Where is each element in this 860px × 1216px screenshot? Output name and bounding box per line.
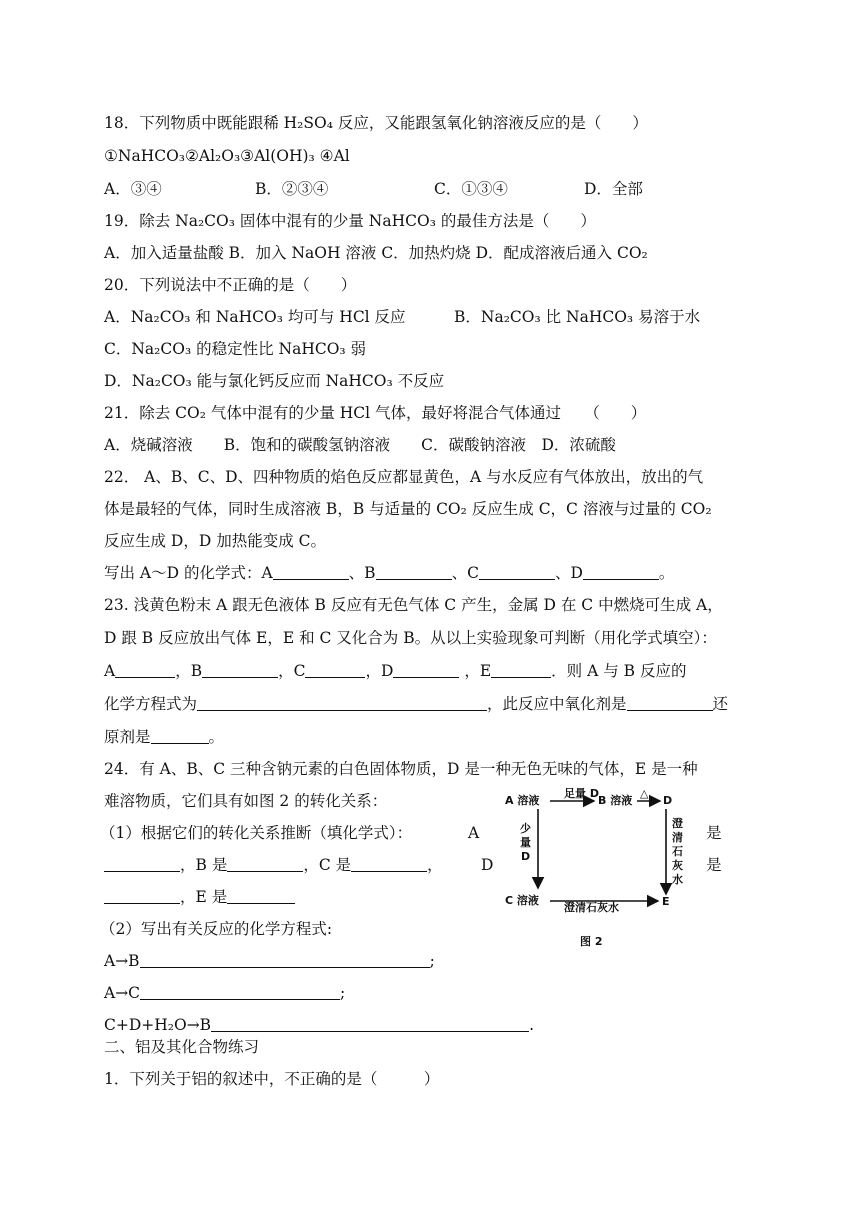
section2-q1: 1．下列关于铝的叙述中，不正确的是（ ）	[104, 1070, 440, 1088]
q24-part1: （1）根据它们的转化关系推断（填化学式）：	[100, 824, 413, 842]
q23-line5: 原剂是 。	[104, 728, 225, 746]
q24-blank-e[interactable]	[227, 887, 295, 904]
q23-blank-c[interactable]	[305, 661, 365, 678]
q20-option-a: A．Na₂CO₃ 和 NaHCO₃ 均可与 HCl 反应	[104, 308, 406, 326]
q24-blank-c[interactable]	[351, 855, 427, 872]
q24-eq3: C+D+H₂O→B .	[104, 1016, 535, 1034]
q24-blank-eq3[interactable]	[211, 1015, 529, 1032]
section-heading: 二、铝及其化合物练习	[104, 1038, 260, 1056]
q24-part1-a: A	[468, 824, 480, 842]
q24-eq2: A→C ;	[104, 984, 346, 1002]
q18-option-d: D．全部	[584, 180, 643, 198]
q24-blank-eq2[interactable]	[140, 983, 340, 1000]
q23-line3: A ，B ，C ，D ，E ．则 A 与 B 反应的	[104, 662, 687, 680]
q24-eq1: A→B ;	[104, 952, 435, 970]
q23-blank-oxidant[interactable]	[627, 694, 713, 711]
conversion-diagram-svg	[500, 780, 705, 955]
q24-part1-line2: ，B 是 ，C 是 ，	[104, 854, 443, 876]
q23-line1: 23. 浅黄色粉末 A 跟无色液体 B 反应有无色气体 C 产生，金属 D 在 C 中燃烧可生成 A，	[104, 596, 723, 614]
q23-blank-a[interactable]	[115, 661, 175, 678]
q20-option-c: C．Na₂CO₃ 的稳定性比 NaHCO₃ 弱	[104, 340, 367, 358]
q24-blank-d[interactable]	[104, 887, 180, 904]
q21-stem: 21．除去 CO₂ 气体中混有的少量 HCl 气体，最好将混合气体通过 （ ）	[104, 404, 647, 422]
q23-blank-equation[interactable]	[197, 694, 487, 711]
q23-blank-reductant[interactable]	[151, 727, 209, 744]
q24-part1-a-shi: 是	[706, 824, 722, 842]
q20-option-d: D．Na₂CO₃ 能与氯化钙反应而 NaHCO₃ 不反应	[104, 372, 445, 390]
q22-line2: 体是最轻的气体，同时生成溶液 B，B 与适量的 CO₂ 反应生成 C，C 溶液与过量的 CO₂	[104, 500, 712, 518]
figure-caption: 图 2	[580, 935, 603, 948]
q19-stem: 19．除去 Na₂CO₃ 固体中混有的少量 NaHCO₃ 的最佳方法是（ ）	[104, 212, 596, 230]
q18-option-b: B．②③④	[255, 180, 329, 198]
q24-part1-d-shi: 是	[706, 856, 722, 874]
delta-label: △	[640, 787, 649, 800]
top-arrow-label: 足量 D	[564, 787, 599, 800]
left-label-3: D	[521, 850, 531, 863]
right-label-2: 清	[672, 831, 683, 844]
q22-answer-line: 写出 A～D 的化学式：A 、B 、C 、D 。	[104, 564, 675, 582]
node-d: D	[663, 794, 673, 807]
q22-blank-a[interactable]	[273, 563, 349, 580]
q22-blank-b[interactable]	[376, 563, 452, 580]
q22-blank-d[interactable]	[583, 563, 659, 580]
node-b-solution: B 溶液	[598, 794, 633, 807]
q24-blank-b[interactable]	[227, 855, 303, 872]
node-a-solution: A 溶液	[505, 794, 540, 807]
q24-line2: 难溶物质，它们具有如图 2 的转化关系：	[104, 792, 388, 810]
left-label-2: 量	[520, 836, 531, 849]
q23-line2: D 跟 B 反应放出气体 E，E 和 C 又化合为 B。从以上实验现象可判断（用化学式填空）：	[104, 629, 717, 647]
q24-part2: （2）写出有关反应的化学方程式:	[100, 920, 333, 938]
q18-items: ①NaHCO₃②Al₂O₃③Al(OH)₃ ④Al	[104, 147, 350, 165]
q23-blank-b[interactable]	[202, 661, 278, 678]
q22-line3: 反应生成 D，D 加热能变成 C。	[104, 532, 326, 550]
right-label-3: 石	[672, 845, 683, 858]
q23-line4: 化学方程式为 ，此反应中氧化剂是 还	[104, 695, 729, 713]
q24-part1-d: D	[481, 856, 494, 874]
right-label-4: 灰	[672, 859, 683, 872]
q22-blank-c[interactable]	[479, 563, 555, 580]
q24-line1: 24．有 A、B、C 三种含钠元素的白色固体物质，D 是一种无色无味的气体，E 是一种	[104, 760, 698, 778]
bottom-arrow-label: 澄清石灰水	[564, 901, 619, 914]
q18-option-a: A．③④	[104, 180, 162, 198]
q23-blank-e[interactable]	[491, 661, 551, 678]
q24-blank-eq1[interactable]	[140, 951, 430, 968]
q23-blank-d[interactable]	[393, 661, 459, 678]
q20-option-b: B．Na₂CO₃ 比 NaHCO₃ 易溶于水	[454, 308, 701, 326]
left-label-1: 少	[520, 822, 531, 835]
figure-2-diagram	[500, 780, 705, 955]
q19-options: A．加入适量盐酸 B．加入 NaOH 溶液 C．加热灼烧 D．配成溶液后通入 CO₂	[104, 244, 648, 262]
q18-option-c: C．①③④	[434, 180, 508, 198]
right-label-1: 澄	[672, 817, 683, 830]
node-c-solution: C 溶液	[505, 894, 539, 907]
q21-options: A．烧碱溶液 B．饱和的碳酸氢钠溶液 C．碳酸钠溶液 D．浓硫酸	[104, 436, 616, 454]
right-label-5: 水	[672, 873, 683, 886]
q22-line1: 22． A、B、C、D、四种物质的焰色反应都显黄色，A 与水反应有气体放出，放出的气	[104, 468, 704, 486]
q20-stem: 20．下列说法中不正确的是（ ）	[104, 276, 357, 294]
q18-stem: 18．下列物质中既能跟稀 H₂SO₄ 反应，又能跟氢氧化钠溶液反应的是（ ）	[104, 114, 648, 132]
node-e: E	[662, 895, 670, 908]
q24-part1-line3: ，E 是	[104, 886, 295, 908]
q24-blank-a[interactable]	[104, 855, 180, 872]
